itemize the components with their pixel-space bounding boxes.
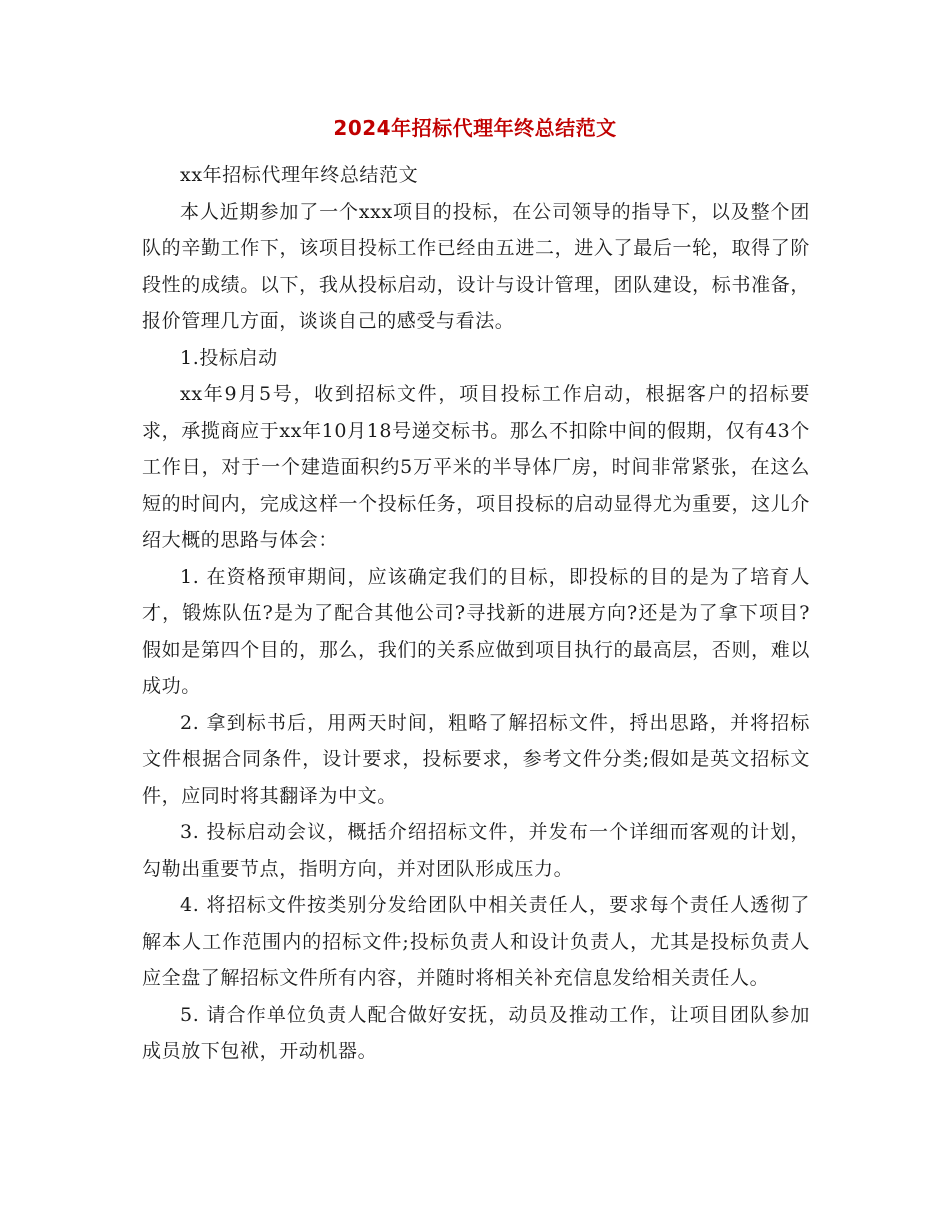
list-item-2: 2. 拿到标书后，用两天时间，粗略了解招标文件，捋出思路，并将招标文件根据合同条件，设计要求，投标要求，参考文件分类;假如是英文招标文件，应同时将其翻译为中文。 xyxy=(142,711,810,807)
list-item-3: 3. 投标启动会议，概括介绍招标文件，并发布一个详细而客观的计划，勾勒出重要节点，指明方向，并对团队形成压力。 xyxy=(142,821,810,880)
subtitle-paragraph: xx年招标代理年终总结范文 xyxy=(180,164,419,186)
list-item-5: 5. 请合作单位负责人配合做好安抚，动员及推动工作，让项目团队参加成员放下包袱，开动机器。 xyxy=(142,1003,810,1062)
document-body xyxy=(142,157,810,1070)
body-paragraph: xx年9月5号，收到招标文件，项目投标工作启动，根据客户的招标要求，承揽商应于xx年10月18号递交标书。那么不扣除中间的假期，仅有43个工作日，对于一个建造面积约5万平米的半导体厂房，时间非常紧张，在这么短的时间内，完成这样一个投标任务，项目投标的启动显得尤为重要，这儿介绍大概的思路与体会： xyxy=(142,383,810,551)
list-item-4: 4. 将招标文件按类别分发给团队中相关责任人，要求每个责任人透彻了解本人工作范围内的招标文件;投标负责人和设计负责人，尤其是投标负责人应全盘了解招标文件所有内容，并随时将相关补充信息发给相关责任人。 xyxy=(142,894,810,989)
document-title: 2024年招标代理年终总结范文 xyxy=(333,116,617,140)
section-heading: 1.投标启动 xyxy=(180,346,278,369)
intro-paragraph: 本人近期参加了一个xxx项目的投标，在公司领导的指导下，以及整个团队的辛勤工作下，该项目投标工作已经由五进二，进入了最后一轮，取得了阶段性的成绩。以下，我从投标启动，设计与设计管理，团队建设，标书准备，报价管理几方面，谈谈自己的感受与看法。 xyxy=(142,200,810,332)
list-item-1: 1. 在资格预审期间，应该确定我们的目标，即投标的目的是为了培育人才，锻炼队伍?是为了配合其他公司?寻找新的进展方向?还是为了拿下项目?假如是第四个目的，那么，我们的关系应做到项目执行的最高层，否则，难以成功。 xyxy=(142,565,810,697)
